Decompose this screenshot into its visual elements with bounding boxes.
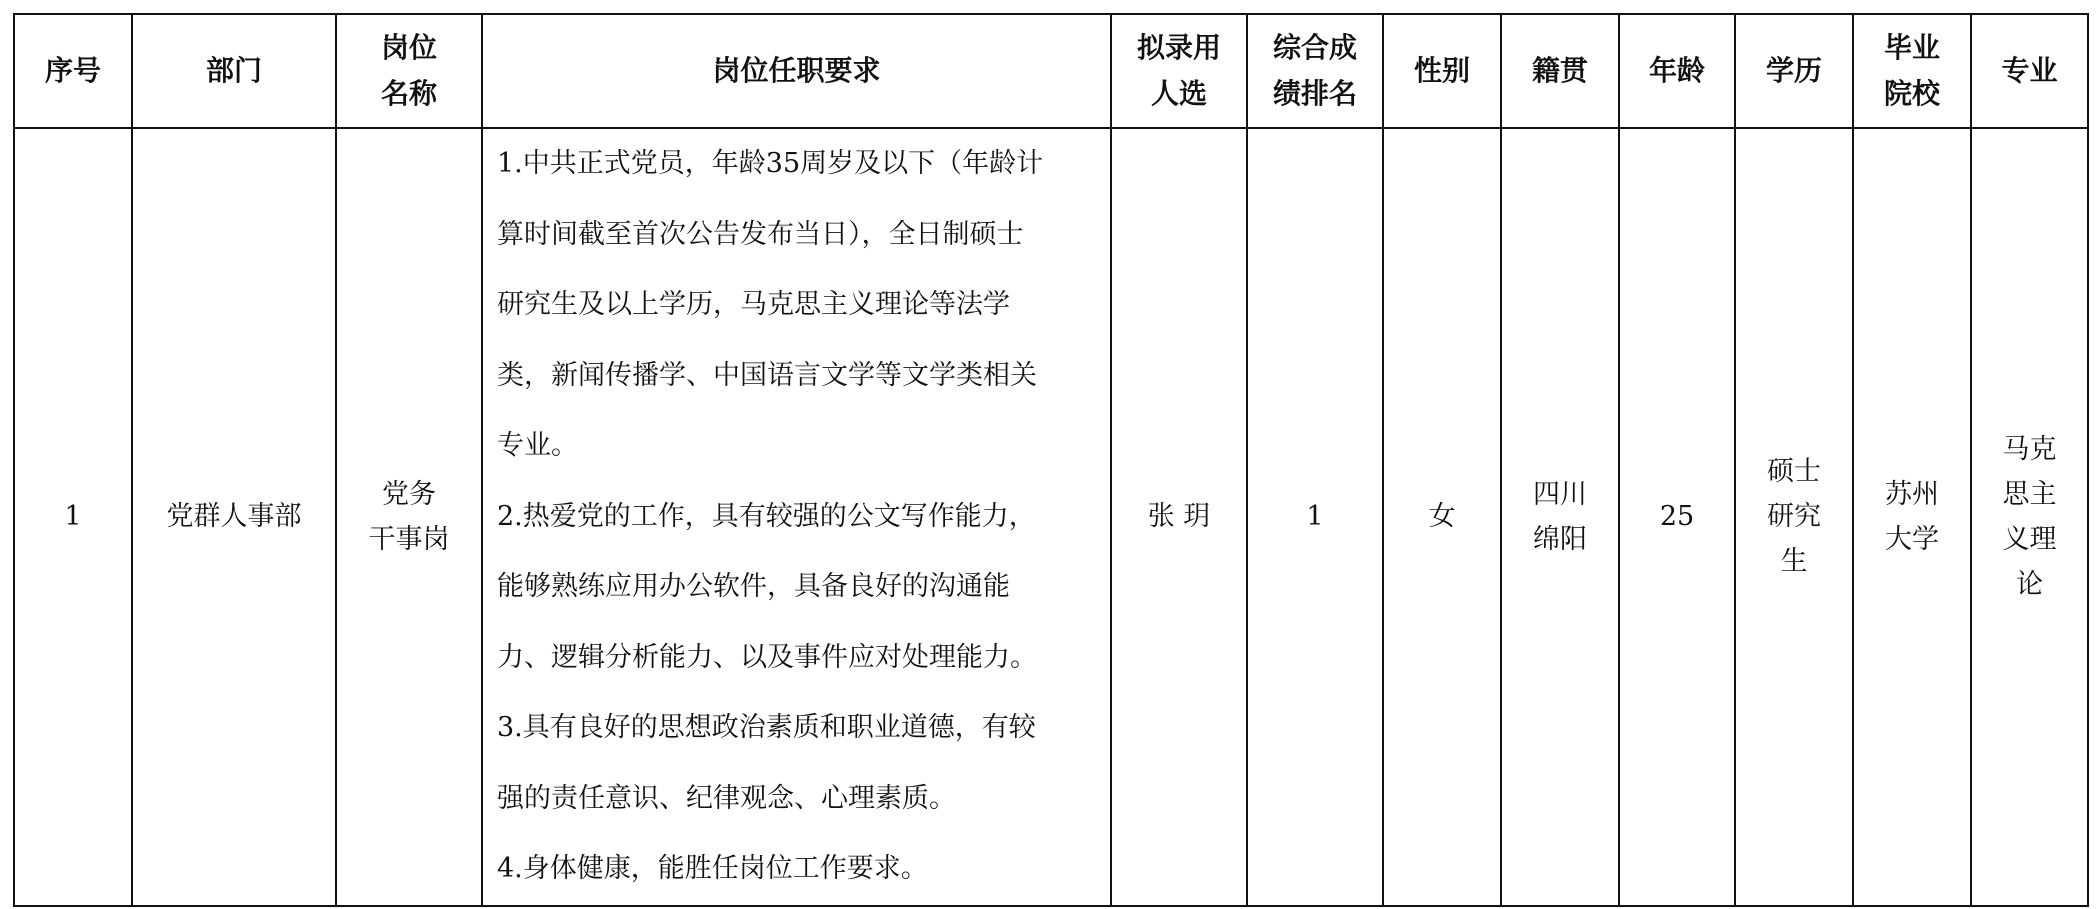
requirements-line: 能够熟练应用办公软件，具备良好的沟通能 [497, 571, 1010, 602]
header-gender: 性别 [1383, 14, 1501, 128]
header-position-name: 岗位 名称 [336, 14, 482, 128]
requirements-line: 强的责任意识、纪律观念、心理素质。 [497, 782, 956, 814]
cell-candidate: 张 玥 [1111, 128, 1247, 906]
header-age: 年龄 [1619, 14, 1735, 128]
header-candidate: 拟录用 人选 [1111, 14, 1247, 128]
table-row [14, 128, 2088, 906]
header-education: 学历 [1735, 14, 1853, 128]
header-index: 序号 [14, 14, 132, 128]
cell-education: 硕士 研究 生 [1735, 128, 1853, 906]
cell-index: 1 [14, 128, 132, 906]
cell-age: 25 [1619, 128, 1735, 906]
requirements-line: 类，新闻传播学、中国语言文学等文学类相关 [497, 359, 1037, 391]
header-rank: 综合成 绩排名 [1247, 14, 1383, 128]
header-department: 部门 [132, 14, 336, 128]
requirements-line: 专业。 [497, 430, 578, 461]
requirements-line: 研究生及以上学历，马克思主义理论等法学 [497, 289, 1010, 320]
cell-position-name: 党务 干事岗 [336, 128, 482, 906]
cell-department: 党群人事部 [132, 128, 336, 906]
header-major: 专业 [1971, 14, 2088, 128]
requirements-line: 1.中共正式党员，年龄35周岁及以下（年龄计 [497, 148, 1044, 179]
header-school: 毕业 院校 [1853, 14, 1971, 128]
cell-school: 苏州 大学 [1853, 128, 1971, 906]
cell-native-place: 四川 绵阳 [1501, 128, 1619, 906]
cell-gender: 女 [1383, 128, 1501, 906]
table-header-row [14, 14, 2088, 128]
requirements-line: 4.身体健康，能胜任岗位工作要求。 [497, 853, 928, 884]
cell-requirements [482, 128, 1111, 906]
header-requirements: 岗位任职要求 [482, 14, 1111, 128]
requirements-line: 2.热爱党的工作，具有较强的公文写作能力， [497, 500, 1036, 532]
header-native-place: 籍贯 [1501, 14, 1619, 128]
cell-major: 马克 思主 义理 论 [1971, 128, 2088, 906]
requirements-line: 3.具有良好的思想政治素质和职业道德，有较 [497, 712, 1036, 743]
recruitment-roster-table [13, 13, 2089, 907]
requirements-line: 算时间截至首次公告发布当日），全日制硕士 [497, 218, 1024, 250]
cell-rank: 1 [1247, 128, 1383, 906]
requirements-line: 力、逻辑分析能力、以及事件应对处理能力。 [497, 641, 1037, 673]
